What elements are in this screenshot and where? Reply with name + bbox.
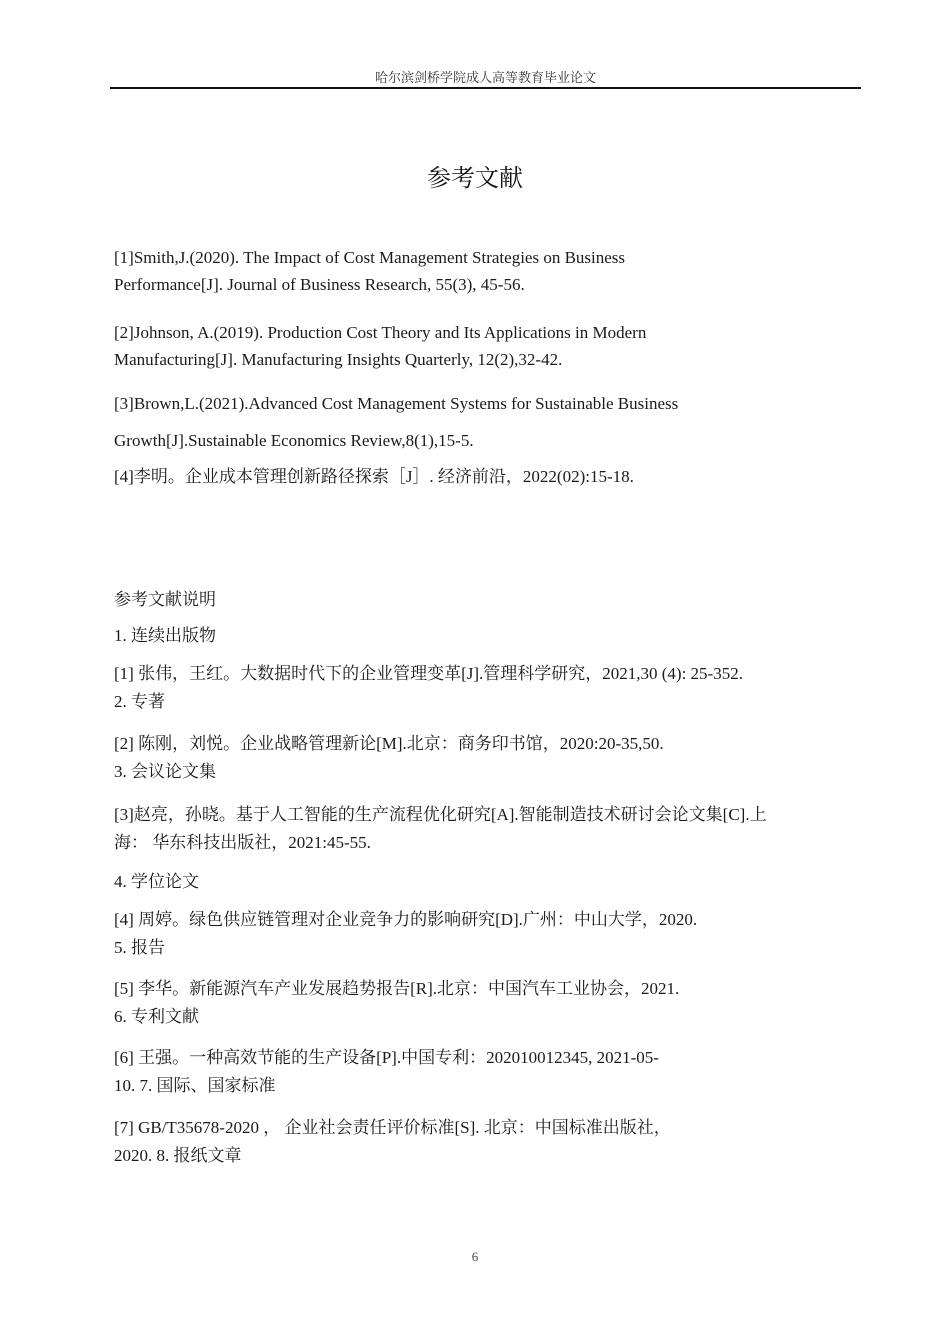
header-rule (110, 87, 861, 89)
notes-line: 4. 学位论文 (114, 872, 199, 891)
notes-line: 6. 专利文献 (114, 1007, 199, 1026)
notes-line: 2020. 8. 报纸文章 (114, 1146, 242, 1165)
reference-3-line-1: [3]Brown,L.(2021).Advanced Cost Management Systems for Sustainable Business (114, 394, 679, 413)
reference-4-line-1: [4]李明。企业成本管理创新路径探索［J］. 经济前沿，2022(02):15-18. (114, 467, 634, 486)
notes-line: [6] 王强。一种高效节能的生产设备[P].中国专利：202010012345, 2021-05- (114, 1048, 659, 1067)
notes-line: 3. 会议论文集 (114, 762, 216, 781)
reference-2-line-2: Manufacturing[J]. Manufacturing Insights Quarterly, 12(2),32-42. (114, 350, 563, 369)
notes-line: [1] 张伟，王红。大数据时代下的企业管理变革[J].管理科学研究，2021,30 (4): 25-352. (114, 664, 743, 683)
notes-line: [2] 陈刚，刘悦。企业战略管理新论[M].北京：商务印书馆，2020:20-35,50. (114, 734, 664, 753)
notes-line: [7] GB/T35678-2020 ， 企业社会责任评价标准[S]. 北京：中国标准出版社， (114, 1118, 671, 1137)
notes-line: [4] 周婷。绿色供应链管理对企业竞争力的影响研究[D].广州：中山大学，2020. (114, 910, 698, 929)
reference-2-line-1: [2]Johnson, A.(2019). Production Cost Theory and Its Applications in Modern (114, 323, 647, 342)
notes-line: 2. 专著 (114, 692, 165, 711)
notes-line: 5. 报告 (114, 938, 165, 957)
page-header: 哈尔滨剑桥学院成人高等教育毕业论文 (374, 70, 596, 85)
reference-1-line-2: Performance[J]. Journal of Business Research, 55(3), 45-56. (114, 275, 525, 294)
page-number: 6 (471, 1249, 479, 1264)
notes-line: 1. 连续出版物 (114, 626, 216, 645)
notes-line: 海： 华东科技出版社，2021:45-55. (114, 833, 371, 852)
notes-line: [3]赵亮，孙晓。基于人工智能的生产流程优化研究[A].智能制造技术研讨会论文集[C].上 (114, 805, 767, 824)
reference-1-line-1: [1]Smith,J.(2020). The Impact of Cost Management Strategies on Business (114, 248, 626, 267)
page-title: 参考文献 (427, 164, 523, 192)
notes-heading: 参考文献说明 (114, 590, 216, 609)
notes-line: 10. 7. 国际、国家标准 (114, 1076, 276, 1095)
notes-line: [5] 李华。新能源汽车产业发展趋势报告[R].北京：中国汽车工业协会，2021. (114, 979, 680, 998)
reference-3-line-2: Growth[J].Sustainable Economics Review,8(1),15-5. (114, 431, 474, 450)
